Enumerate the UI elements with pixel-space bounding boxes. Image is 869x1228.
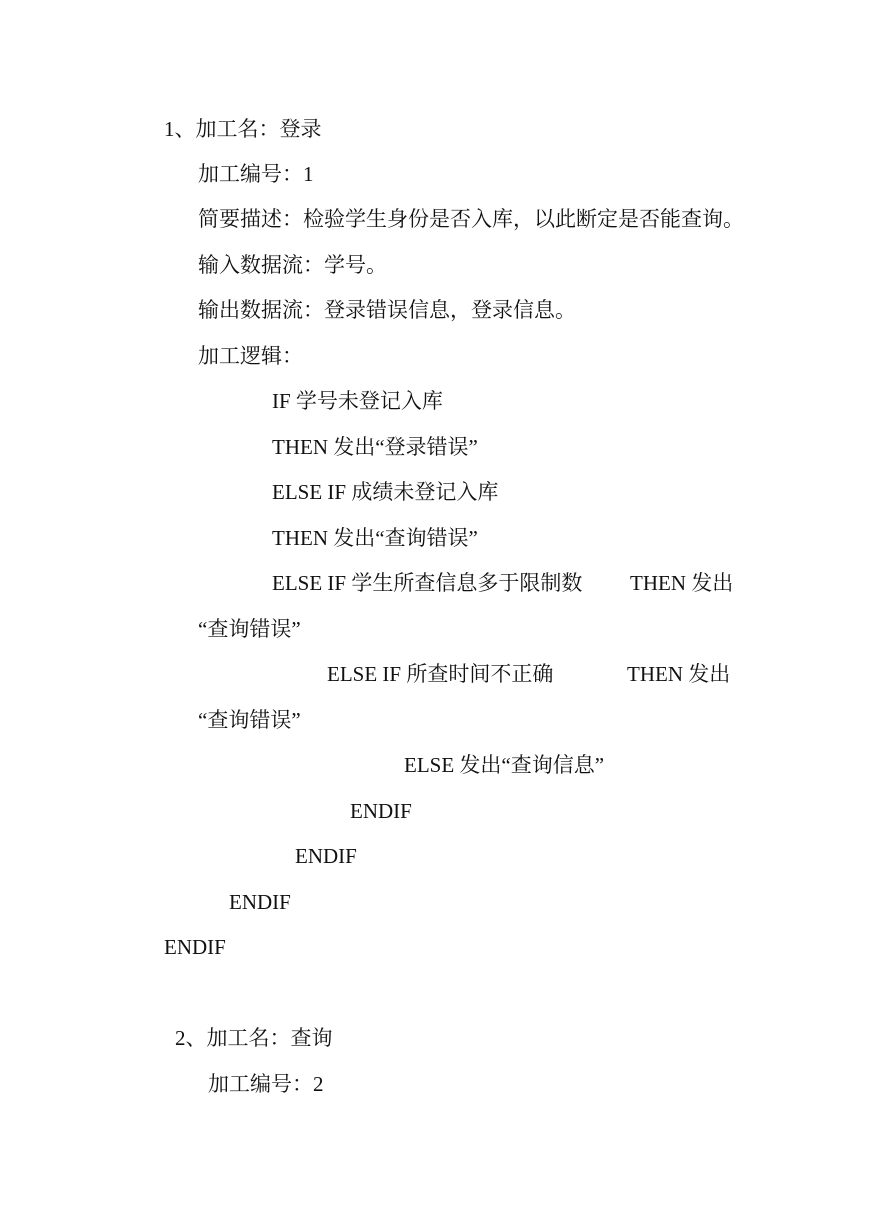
logic-if-1: IF 学号未登记入库 bbox=[272, 389, 443, 413]
logic-endif-4: ENDIF bbox=[164, 935, 226, 959]
section1-logic-label: 加工逻辑： bbox=[198, 344, 303, 368]
section1-number: 加工编号：1 bbox=[198, 162, 314, 186]
logic-then-1: THEN 发出“登录错误” bbox=[272, 435, 478, 459]
logic-else-if-2: ELSE IF 学生所查信息多于限制数 bbox=[272, 571, 583, 595]
logic-endif-3: ENDIF bbox=[229, 890, 291, 914]
logic-else-if-3: ELSE IF 所查时间不正确 bbox=[327, 662, 554, 686]
logic-then-3-continuation: “查询错误” bbox=[198, 617, 301, 641]
section1-input-flow: 输入数据流：学号。 bbox=[198, 253, 387, 277]
section2-number: 加工编号：2 bbox=[208, 1072, 324, 1096]
section1-heading: 1、加工名：登录 bbox=[164, 117, 322, 141]
logic-then-3: THEN 发出 bbox=[630, 571, 734, 595]
logic-else-final: ELSE 发出“查询信息” bbox=[404, 753, 605, 777]
logic-then-4-continuation: “查询错误” bbox=[198, 708, 301, 732]
section2-heading: 2、加工名：查询 bbox=[175, 1026, 333, 1050]
logic-endif-2: ENDIF bbox=[295, 844, 357, 868]
logic-then-4: THEN 发出 bbox=[627, 662, 731, 686]
logic-endif-1: ENDIF bbox=[350, 799, 412, 823]
logic-else-if-1: ELSE IF 成绩未登记入库 bbox=[272, 480, 499, 504]
logic-then-2: THEN 发出“查询错误” bbox=[272, 526, 478, 550]
section1-output-flow: 输出数据流：登录错误信息，登录信息。 bbox=[198, 298, 576, 322]
section1-description: 简要描述：检验学生身份是否入库，以此断定是否能查询。 bbox=[198, 207, 744, 231]
